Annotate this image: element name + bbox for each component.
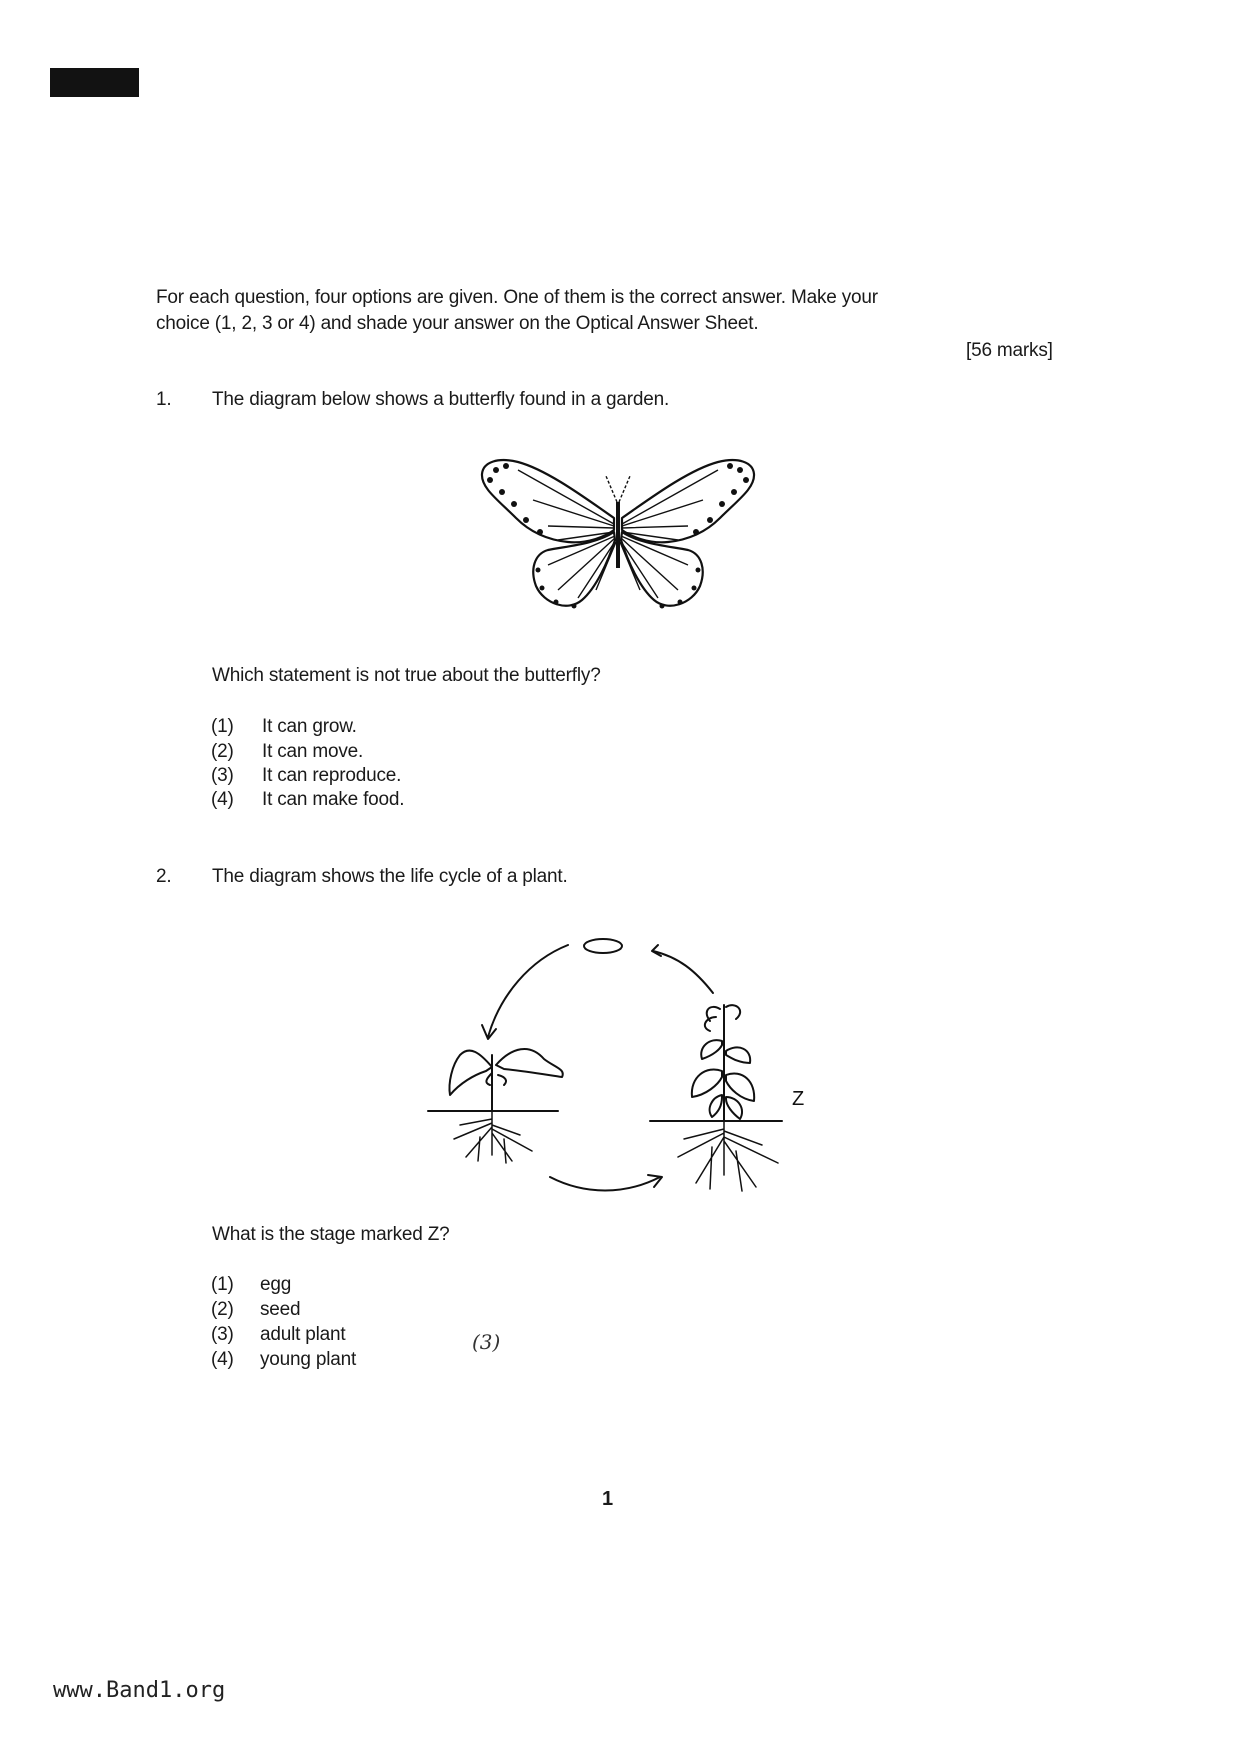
option-number: (2) [211,741,234,762]
left-forewing [482,460,614,542]
option-number: (2) [211,1299,234,1320]
instructions-line-2: choice (1, 2, 3 or 4) and shade your answer on the Optical Answer Sheet. [156,313,759,334]
option-number: (4) [211,1349,234,1370]
adult-plant-stage [650,1005,782,1191]
option-number: (4) [211,789,234,810]
question-number: 2. [156,866,172,887]
instructions-line-1: For each question, four options are given. One of them is the correct answer. Make your [156,287,878,308]
option-text: seed [260,1299,301,1320]
redacted-header-block [50,68,139,97]
option-number: (1) [211,716,234,737]
footer-website: www.Band1.org [53,1678,226,1703]
young-plant-stage [428,1049,563,1163]
handwritten-answer: (3) [472,1330,501,1354]
option-text: egg [260,1274,292,1295]
option-text: adult plant [260,1324,346,1345]
question-stem: The diagram shows the life cycle of a plant. [212,866,568,887]
plant-life-cycle-diagram [420,925,820,1200]
question-prompt: What is the stage marked Z? [212,1224,450,1245]
total-marks: [56 marks] [966,340,1053,361]
option-text: It can reproduce. [262,765,402,786]
option-text: It can move. [262,741,364,762]
page-number: 1 [602,1488,614,1510]
right-forewing [622,460,754,542]
stage-z-label: Z [792,1088,805,1110]
option-text: It can make food. [262,789,405,810]
question-prompt: Which statement is not true about the butterfly? [212,665,601,686]
arrow-adult-to-seed [653,951,713,993]
option-number: (3) [211,765,234,786]
option-number: (3) [211,1324,234,1345]
question-number: 1. [156,389,172,410]
option-text: young plant [260,1349,357,1370]
arrow-young-to-adult [550,1177,660,1191]
butterfly-diagram [478,440,758,612]
arrow-seed-to-young [488,945,568,1037]
option-text: It can grow. [262,716,357,737]
question-stem: The diagram below shows a butterfly found in a garden. [212,389,670,410]
seed-stage [584,939,622,953]
option-number: (1) [211,1274,234,1295]
